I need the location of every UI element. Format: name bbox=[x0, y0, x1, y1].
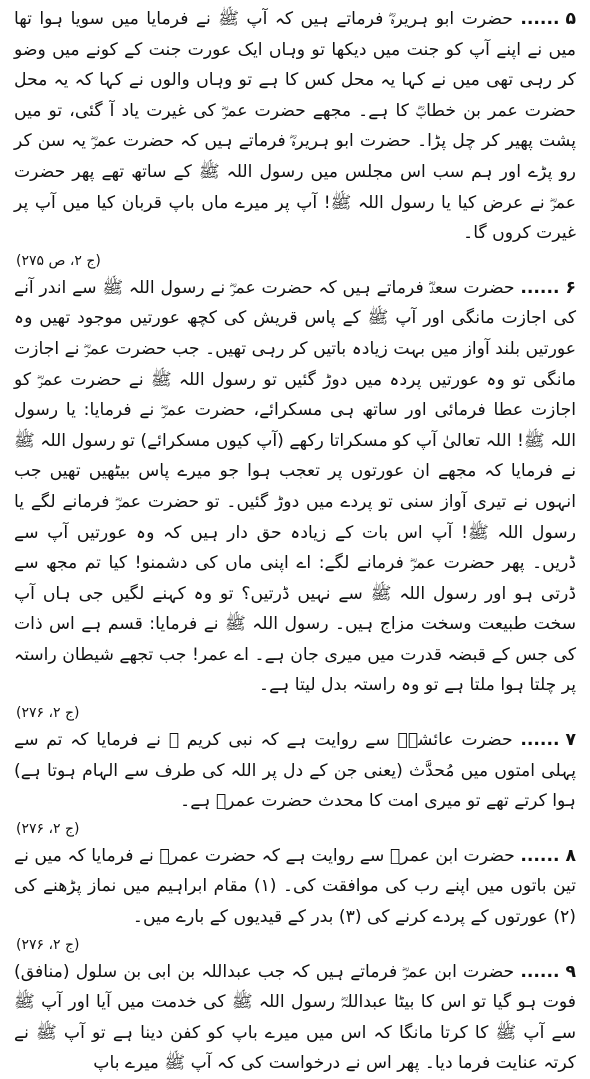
paragraph-text: حضرت ابن عمرؓ سے روایت ہے کہ حضرت عمرؓ نے فرمایا کہ میں نے تین باتوں میں اپنے رب کی موافقت کی۔ (۱) مقام ابراہیم میں نماز پڑھنے کی (۲) عورتوں کے پردے کرنے کی (۳) بدر کے قیدیوں کے بارے میں۔ bbox=[14, 845, 577, 928]
paragraph-6 bbox=[14, 273, 576, 701]
paragraph-number: ۵ ...... bbox=[520, 9, 576, 29]
paragraph-8 bbox=[14, 841, 576, 933]
reference-citation: (ج ۲، ص ۲۷۵) bbox=[16, 252, 101, 269]
paragraph-number: ۸ ...... bbox=[520, 845, 576, 866]
paragraph-text: حضرت سعدؓ فرماتے ہیں کہ حضرت عمرؓ نے رسول اللہ ﷺ سے اندر آنے کی اجازت مانگی اور آپ ﷺ کے پاس قریش کی کچھ عورتیں موجود تھیں وہ عورتیں بلند آواز میں بہت زیادہ باتیں کر رہی تھیں۔ جب حضرت عمرؓ نے اجازت مانگی تو وہ عورتیں پردہ میں دوڑ گئیں تو رسول اللہ ﷺ نے حضرت عمرؓ کو اجازت عطا فرمائی اور ساتھ ہی مسکرائے، حضرت عمرؓ نے فرمایا: یا رسول اللہ ﷺ! اللہ تعالیٰ آپ کو مسکراتا رکھے (آپ کیوں مسکرائے) تو رسول اللہ ﷺ نے فرمایا کہ مجھے ان عورتوں پر تعجب ہوا جو میرے پاس بیٹھیں تھیں جب انہوں نے تیری آواز سنی تو پردے میں دوڑ گئیں۔ تو حضرت عمرؓ فرمانے لگے یا رسول اللہ ﷺ! آپ اس بات کے زیادہ حق دار ہیں کہ وہ عورتیں آپ سے ڈریں۔ پھر حضرت عمرؓ فرمانے لگے: اے اپنی ماں کی دشمنو! کیا تم مجھ سے ڈرتی ہو اور رسول اللہ ﷺ سے نہیں ڈرتیں؟ تو وہ کہنے لگیں جی ہاں آپ سخت طبیعت وسخت مزاج ہیں۔ رسول اللہ ﷺ نے فرمایا: قسم ہے اس ذات کی جس کے قبضہ قدرت میں میری جان ہے۔ اے عمر! جب تجھے شیطان راستہ پر چلتا ہوا ملتا ہے تو وہ راستہ بدل لیتا ہے۔ bbox=[14, 277, 576, 696]
paragraph-text: حضرت ابن عمرؓ فرماتے ہیں کہ جب عبداللہ بن ابی بن سلول (منافق) فوت ہو گیا تو اس کا بیٹا عبداللہؓ رسول اللہ ﷺ کی خدمت میں آیا اور آپ ﷺ سے آپ ﷺ کا کرتا مانگا کہ اس میں میرے باپ کو کفن دینا ہے تو آپ ﷺ نے کرتہ عنایت فرما دیا۔ پھر اس نے درخواست کی کہ آپ ﷺ میرے باپ bbox=[14, 961, 576, 1074]
paragraph-number: ۶ ...... bbox=[520, 277, 577, 298]
paragraph-text: حضرت عائشہؓ سے روایت ہے کہ نبی کریم ﷺ نے فرمایا کہ تم سے پہلی امتوں میں مُحدَّث (یعنی جن کے دل پر اللہ کی طرف سے الہام ہوتا ہے) ہوا کرتے تھے تو میری امت کا محدث حضرت عمرؓ ہے۔ bbox=[14, 730, 576, 812]
document-page bbox=[14, 0, 577, 1074]
paragraph-9 bbox=[14, 957, 576, 1079]
paragraph-7 bbox=[14, 725, 576, 817]
paragraph-number: ۷ ...... bbox=[520, 730, 577, 751]
paragraph-text: حضرت ابو ہریرہؓ فرماتے ہیں کہ آپ ﷺ نے فرمایا میں سویا ہوا تھا میں نے اپنے آپ کو جنت میں دیکھا تو وہاں ایک عورت جنت کے کونے میں وضو کر رہی تھی میں نے کہا یہ محل کس کا ہے تو وہاں والوں نے کہا کہ یہ محل حضرت عمر بن خطابؓ کا ہے۔ مجھے حضرت عمرؓ کی غیرت یاد آ گئی، تو میں پشت پھیر کر چل پڑا۔ حضرت ابو ہریرہؓ فرماتے ہیں کہ حضرت عمرؓ یہ سن کر رو پڑے اور ہم سب اس مجلس میں رسول اللہ ﷺ کے ساتھ تھے پھر حضرت عمرؓ نے عرض کیا یا رسول اللہ ﷺ! آپ پر میرے ماں باپ قربان کیا میں آپ پر غیرت کروں گا۔ bbox=[14, 9, 576, 244]
reference-citation: (ج ۲، ۲۷۶) bbox=[16, 705, 80, 722]
reference-citation: (ج ۲، ۲۷۶) bbox=[16, 936, 80, 953]
paragraph-number: ۹ ...... bbox=[520, 961, 576, 982]
paragraph-5 bbox=[14, 0, 576, 249]
reference-citation: (ج ۲، ۲۷۶) bbox=[16, 820, 80, 837]
